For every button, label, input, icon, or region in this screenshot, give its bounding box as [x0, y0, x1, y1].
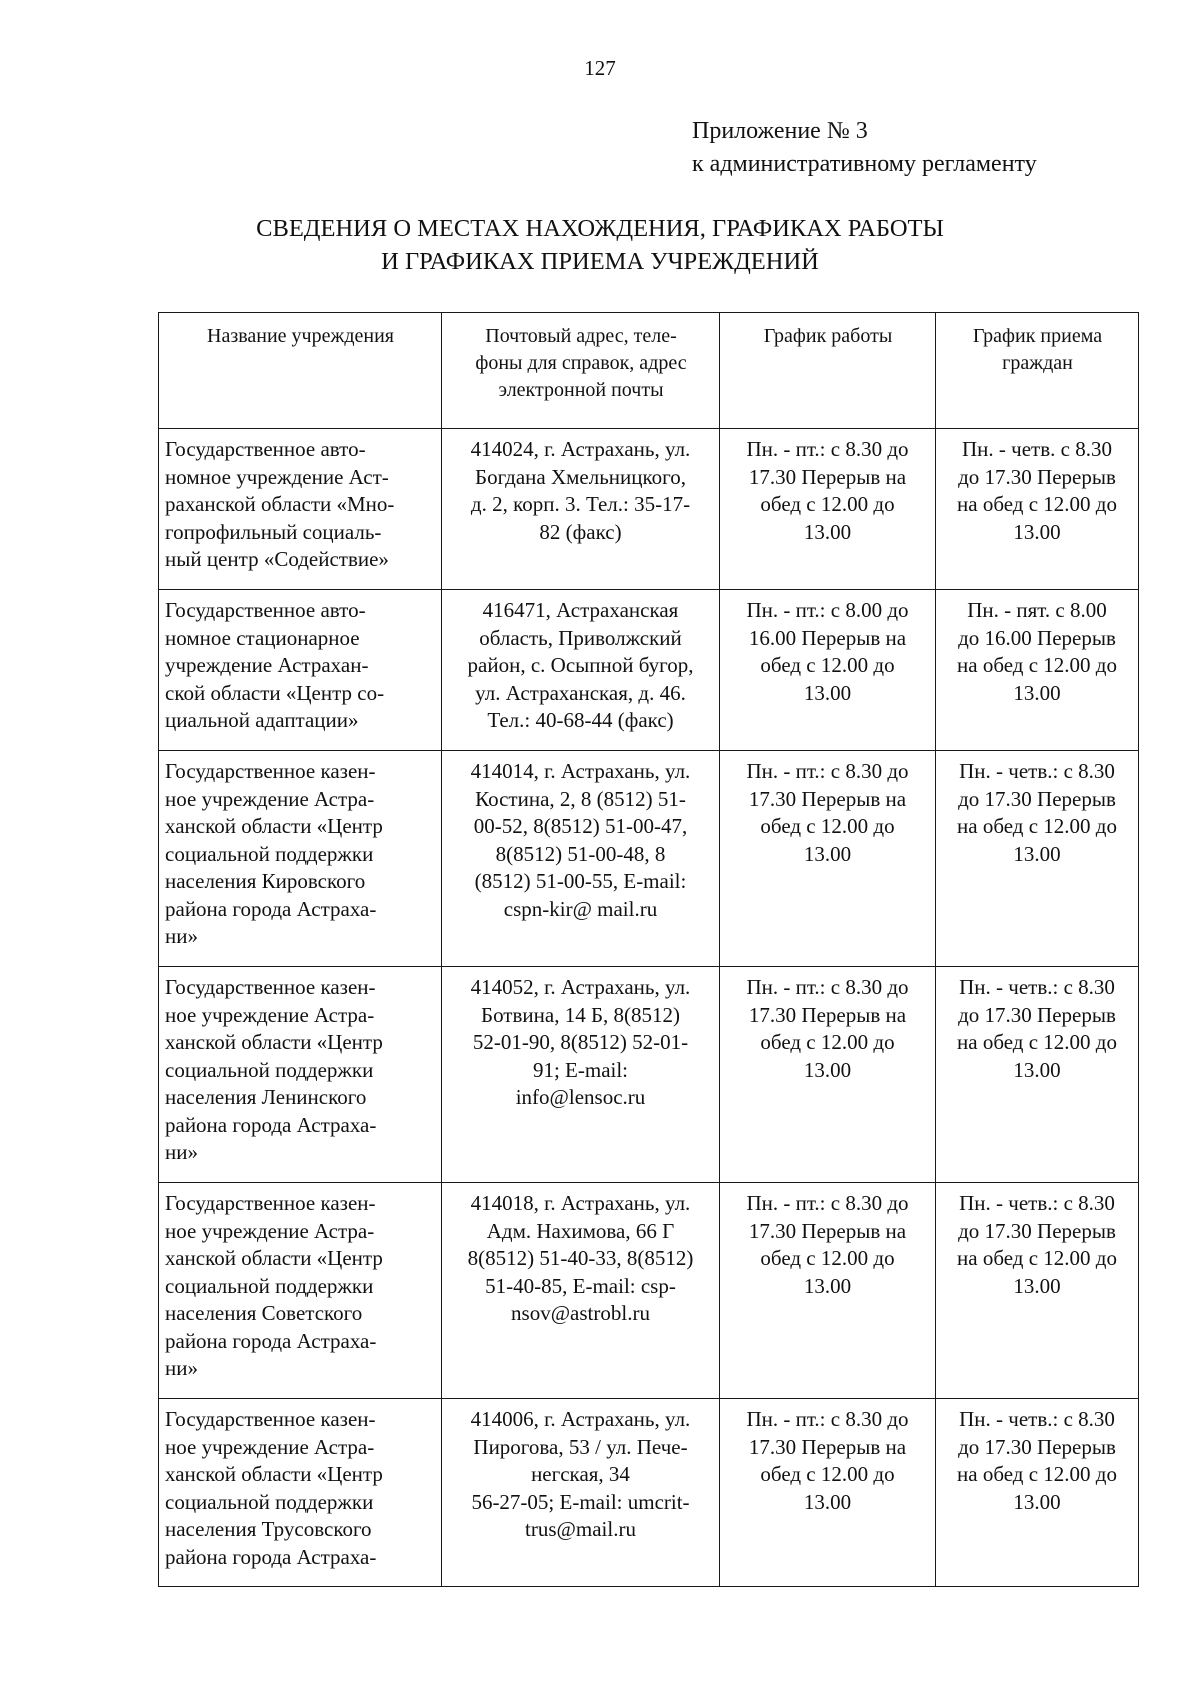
appendix-line-2: к административному регламенту	[692, 151, 1037, 177]
cell-text-line: 13.00	[803, 680, 852, 705]
cell-text-line: района города Астраха-	[165, 1112, 377, 1137]
institution-name-cell	[159, 590, 442, 751]
cell-text-line: 13.00	[1013, 1273, 1061, 1298]
cell-text-line: Государственное авто-	[165, 598, 366, 622]
cell-text-line: 414006, г. Астрахань, ул.	[470, 1407, 691, 1431]
cell-text-line: 13.00	[1013, 841, 1061, 866]
cell-text-line: Пн. - четв.: с 8.30	[959, 1191, 1115, 1215]
cell-text-line: фоны для справок, адрес	[475, 352, 687, 374]
cell-text-line: Пн. - четв.: с 8.30	[959, 1407, 1115, 1431]
work-schedule-cell	[720, 751, 936, 967]
work-schedule-cell	[720, 590, 936, 751]
cell-text-line: Пн. - четв.: с 8.30	[959, 759, 1115, 783]
cell-text-line: 414018, г. Астрахань, ул.	[470, 1191, 691, 1215]
cell-text-line: ный центр «Содействие»	[165, 547, 389, 571]
cell-text-line: ни»	[165, 924, 198, 948]
cell-text-line: 13.00	[803, 841, 852, 866]
cell-text-line: 8(8512) 51-00-48, 8	[495, 841, 666, 866]
institution-name-cell	[159, 1399, 442, 1587]
cell-text-line: Костина, 2, 8 (8512) 51-	[475, 786, 686, 811]
cell-text-line: Пн. - пт.: с 8.00 до	[746, 598, 909, 622]
cell-text-line: раханской области «Мно-	[165, 492, 395, 516]
page-number: 127	[584, 56, 616, 80]
cell-text-line: ное учреждение Астра-	[165, 786, 375, 811]
cell-text-line: на обед с 12.00 до	[957, 653, 1117, 677]
cell-text-line: 17.30 Перерыв на	[748, 1434, 907, 1459]
cell-text-line: до 16.00 Перерыв	[958, 625, 1116, 650]
cell-text-line: обед с 12.00 до	[760, 1030, 895, 1054]
cell-text-line: 00-52, 8(8512) 51-00-47,	[473, 814, 688, 838]
cell-text-line: 13.00	[1013, 1057, 1061, 1082]
cell-text-line: ской области «Центр со-	[165, 680, 385, 705]
cell-text-line: негская, 34	[531, 1462, 630, 1486]
cell-text-line: Государственное казен-	[165, 975, 376, 999]
cell-text-line: График приема	[972, 325, 1103, 347]
cell-text-line: до 17.30 Перерыв	[958, 1002, 1116, 1027]
cell-text-line: область, Приволжский	[479, 625, 682, 650]
cell-text-line: до 17.30 Перерыв	[958, 1218, 1116, 1243]
table-row	[159, 1399, 1139, 1587]
reception-schedule-cell	[936, 1399, 1139, 1587]
cell-text-line: cspn-kir@ mail.ru	[503, 896, 658, 921]
cell-text-line: 13.00	[803, 1057, 852, 1082]
cell-text-line: nsov@astrobl.ru	[511, 1301, 650, 1325]
institution-name-cell	[159, 429, 442, 590]
cell-text-line: Государственное авто-	[165, 437, 366, 461]
cell-text-line: 13.00	[1013, 680, 1061, 705]
cell-text-line: населения Трусовского	[165, 1517, 372, 1541]
table-row	[159, 967, 1139, 1183]
cell-text-line: Название учреждения	[207, 325, 394, 347]
cell-text-line: учреждение Астрахан-	[165, 653, 369, 677]
cell-text-line: социальной поддержки	[165, 1057, 374, 1082]
reception-schedule-cell	[936, 751, 1139, 967]
reception-schedule-cell	[936, 1183, 1139, 1399]
cell-text-line: Пн. - четв.: с 8.30	[959, 975, 1115, 999]
cell-text-line: trus@mail.ru	[525, 1517, 636, 1541]
cell-text-line: ное учреждение Астра-	[165, 1218, 375, 1243]
cell-text-line: Пн. - пт.: с 8.30 до	[746, 437, 909, 461]
cell-text-line: социальной поддержки	[165, 1489, 374, 1514]
reception-schedule-cell	[936, 590, 1139, 751]
cell-text-line: 414024, г. Астрахань, ул.	[470, 437, 691, 461]
cell-text-line: 13.00	[803, 1489, 852, 1514]
cell-text-line: граждан	[1002, 352, 1073, 374]
cell-text-line: 17.30 Перерыв на	[748, 1002, 907, 1027]
cell-text-line: Адм. Нахимова, 66 Г	[486, 1218, 675, 1243]
work-schedule-cell	[720, 429, 936, 590]
cell-text-line: 414014, г. Астрахань, ул.	[470, 759, 691, 783]
cell-text-line: до 17.30 Перерыв	[958, 786, 1116, 811]
reception-schedule-cell	[936, 429, 1139, 590]
table-row	[159, 429, 1139, 590]
cell-text-line: 51-40-85, E-mail: csp-	[485, 1273, 676, 1298]
cell-text-line: 13.00	[803, 519, 852, 544]
cell-text-line: ханской области «Центр	[165, 814, 383, 838]
appendix-reference	[692, 115, 1037, 181]
cell-text-line: электронной почты	[498, 379, 664, 401]
reception-schedule-cell	[936, 967, 1139, 1183]
cell-text-line: на обед с 12.00 до	[957, 492, 1117, 516]
document-title	[0, 212, 1200, 278]
cell-text-line: населения Советского	[165, 1301, 363, 1325]
header-work-schedule	[720, 313, 936, 429]
cell-text-line: 56-27-05; E-mail: umcrit-	[471, 1489, 690, 1514]
cell-text-line: Пн. - пт.: с 8.30 до	[746, 975, 909, 999]
cell-text-line: График работы	[763, 325, 893, 347]
cell-text-line: 414052, г. Астрахань, ул.	[470, 975, 691, 999]
cell-text-line: на обед с 12.00 до	[957, 814, 1117, 838]
cell-text-line: Государственное казен-	[165, 759, 376, 783]
cell-text-line: обед с 12.00 до	[760, 1462, 895, 1486]
cell-text-line: обед с 12.00 до	[760, 1246, 895, 1270]
appendix-line-1: Приложение № 3	[692, 118, 868, 144]
cell-text-line: на обед с 12.00 до	[957, 1030, 1117, 1054]
cell-text-line: обед с 12.00 до	[760, 814, 895, 838]
cell-text-line: ное учреждение Астра-	[165, 1002, 375, 1027]
cell-text-line: Государственное казен-	[165, 1191, 376, 1215]
institution-name-cell	[159, 751, 442, 967]
cell-text-line: района города Астраха-	[165, 896, 377, 921]
cell-text-line: 17.30 Перерыв на	[748, 464, 907, 489]
cell-text-line: 52-01-90, 8(8512) 52-01-	[472, 1030, 689, 1054]
cell-text-line: номное стационарное	[165, 625, 360, 650]
cell-text-line: номное учреждение Аст-	[165, 464, 389, 489]
cell-text-line: Тел.: 40-68-44 (факс)	[487, 708, 674, 732]
header-reception-schedule	[936, 313, 1139, 429]
table-row	[159, 590, 1139, 751]
cell-text-line: район, с. Осыпной бугор,	[467, 653, 694, 677]
institution-name-cell	[159, 1183, 442, 1399]
address-cell	[442, 751, 720, 967]
cell-text-line: ханской области «Центр	[165, 1462, 383, 1486]
cell-text-line: ул. Астраханская, д. 46.	[475, 680, 686, 705]
cell-text-line: 16.00 Перерыв на	[748, 625, 907, 650]
cell-text-line: населения Кировского	[165, 869, 366, 893]
cell-text-line: обед с 12.00 до	[760, 492, 895, 516]
header-institution-name	[159, 313, 442, 429]
cell-text-line: 13.00	[1013, 1489, 1061, 1514]
work-schedule-cell	[720, 1399, 936, 1587]
cell-text-line: ни»	[165, 1356, 198, 1380]
cell-text-line: до 17.30 Перерыв	[958, 1434, 1116, 1459]
cell-text-line: (8512) 51-00-55, E-mail:	[474, 869, 687, 893]
cell-text-line: д. 2, корп. 3. Тел.: 35-17-	[470, 492, 691, 516]
address-cell	[442, 429, 720, 590]
cell-text-line: гопрофильный социаль-	[165, 519, 382, 544]
cell-text-line: Почтовый адрес, теле-	[485, 325, 677, 347]
cell-text-line: Государственное казен-	[165, 1407, 376, 1431]
cell-text-line: ни»	[165, 1140, 198, 1164]
cell-text-line: 82 (факс)	[539, 519, 622, 544]
institution-name-cell	[159, 967, 442, 1183]
cell-text-line: района города Астраха-	[165, 1544, 377, 1569]
address-cell	[442, 967, 720, 1183]
work-schedule-cell	[720, 1183, 936, 1399]
table-row	[159, 1183, 1139, 1399]
cell-text-line: обед с 12.00 до	[760, 653, 895, 677]
cell-text-line: 17.30 Перерыв на	[748, 1218, 907, 1243]
cell-text-line: ханской области «Центр	[165, 1246, 383, 1270]
cell-text-line: циальной адаптации»	[165, 708, 359, 732]
cell-text-line: ное учреждение Астра-	[165, 1434, 375, 1459]
cell-text-line: 13.00	[1013, 519, 1061, 544]
cell-text-line: населения Ленинского	[165, 1085, 367, 1109]
cell-text-line: на обед с 12.00 до	[957, 1462, 1117, 1486]
cell-text-line: Пн. - пт.: с 8.30 до	[746, 1407, 909, 1431]
cell-text-line: 17.30 Перерыв на	[748, 786, 907, 811]
cell-text-line: Богдана Хмельницкого,	[475, 464, 686, 489]
cell-text-line: на обед с 12.00 до	[957, 1246, 1117, 1270]
address-cell	[442, 1183, 720, 1399]
document-title-line-2: И ГРАФИКАХ ПРИЕМА УЧРЕЖДЕНИЙ	[381, 248, 819, 275]
cell-text-line: Пирогова, 53 / ул. Пече-	[473, 1434, 688, 1459]
cell-text-line: Ботвина, 14 Б, 8(8512)	[481, 1002, 680, 1027]
cell-text-line: 416471, Астраханская	[482, 598, 679, 622]
address-cell	[442, 590, 720, 751]
cell-text-line: социальной поддержки	[165, 841, 374, 866]
header-postal-address	[442, 313, 720, 429]
cell-text-line: Пн. - пят. с 8.00	[967, 598, 1107, 622]
work-schedule-cell	[720, 967, 936, 1183]
cell-text-line: 13.00	[803, 1273, 852, 1298]
cell-text-line: 8(8512) 51-40-33, 8(8512)	[467, 1246, 694, 1270]
cell-text-line: Пн. - пт.: с 8.30 до	[746, 759, 909, 783]
cell-text-line: Пн. - четв. с 8.30	[962, 437, 1112, 461]
cell-text-line: социальной поддержки	[165, 1273, 374, 1298]
table-row	[159, 751, 1139, 967]
cell-text-line: 91; E-mail:	[532, 1057, 629, 1082]
document-title-line-1: СВЕДЕНИЯ О МЕСТАХ НАХОЖДЕНИЯ, ГРАФИКАХ РАБОТЫ	[256, 215, 944, 242]
cell-text-line: ханской области «Центр	[165, 1030, 383, 1054]
cell-text-line: до 17.30 Перерыв	[958, 464, 1116, 489]
address-cell	[442, 1399, 720, 1587]
table-header-row	[159, 313, 1139, 429]
cell-text-line: района города Астраха-	[165, 1328, 377, 1353]
cell-text-line: Пн. - пт.: с 8.30 до	[746, 1191, 909, 1215]
cell-text-line: info@lensoc.ru	[515, 1085, 646, 1109]
institutions-table	[158, 312, 1139, 1587]
